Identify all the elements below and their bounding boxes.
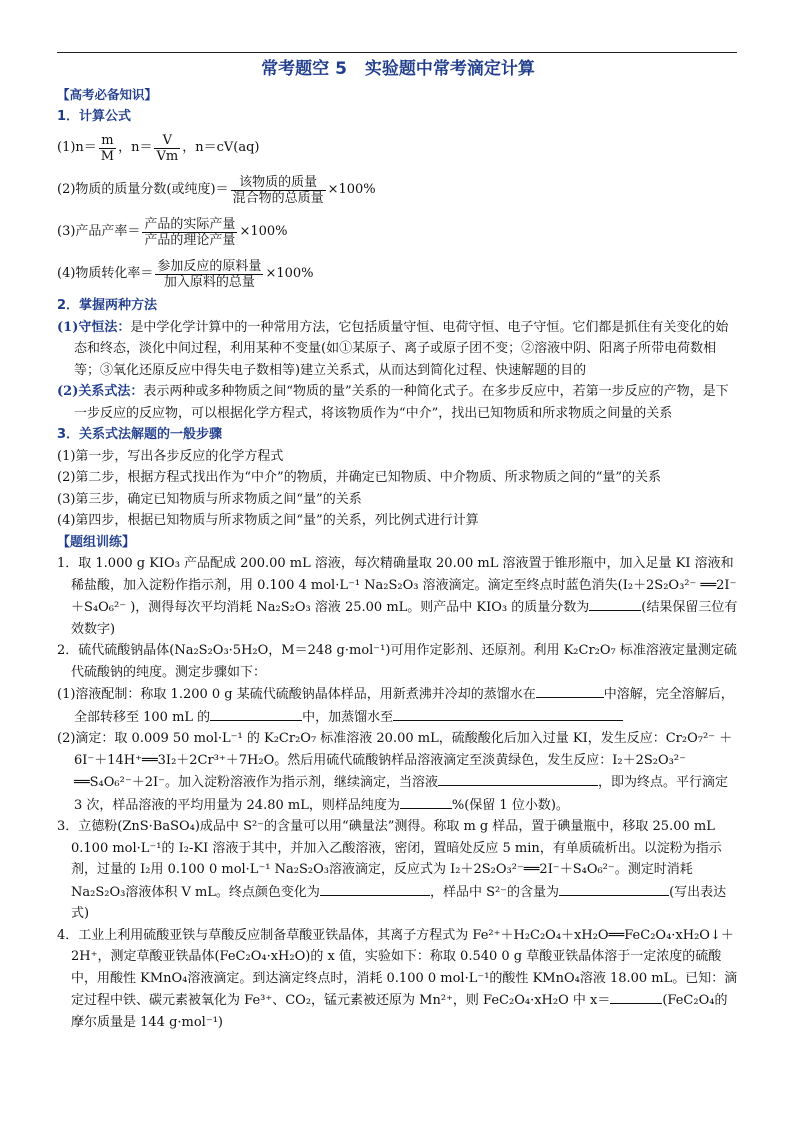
- q2-2-text-a: (2)滴定：取 0.009 50 mol·L⁻¹ 的 K₂Cr₂O₇ 标准溶液 20.00 mL，硫酸酸化后加入过量 KI，发生反应：Cr₂O₇²⁻ ＋6I⁻＋14H⁺══3I₂＋2Cr³⁺＋7H₂O。然后用硫代硫酸钠样品溶液滴定至淡黄绿色，发生反应：I₂＋2S₂O₃²⁻ ══S₄O₆²⁻＋2I⁻。加入淀粉溶液作为指示剂，继续滴定，当溶液: [57, 731, 733, 790]
- formula-2: [57, 169, 739, 211]
- answer-blank[interactable]: [589, 596, 641, 611]
- page-title: [57, 56, 739, 82]
- answer-blank[interactable]: [559, 881, 669, 896]
- formula-1-prefix: (1)n＝: [57, 140, 97, 156]
- method-conservation: [57, 317, 739, 382]
- section-3-heading: 3．关系式法解题的一般步骤: [57, 427, 223, 442]
- answer-blank[interactable]: [393, 706, 623, 721]
- question-4: [57, 925, 739, 1034]
- formula-4-suffix: ×100%: [265, 266, 314, 282]
- formula-4-prefix: (4)物质转化率＝: [57, 266, 154, 282]
- section-2-heading: 2．掌握两种方法: [57, 298, 158, 313]
- fraction-denominator: M: [100, 148, 115, 164]
- formula-1-suffix: ，n＝cV(aq): [182, 140, 260, 156]
- question-2-part-2: [57, 728, 739, 816]
- answer-blank[interactable]: [536, 683, 604, 698]
- step-1: (1)第一步，写出各步反应的化学方程式: [57, 448, 284, 464]
- answer-blank[interactable]: [320, 881, 430, 896]
- fraction-denominator: 产品的理论产量: [144, 232, 236, 248]
- step-2: (2)第二步，根据方程式找出作为“中介”的物质，并确定已知物质、中介物质、所求物质之间的“量”的关系: [57, 470, 661, 485]
- q4-text-a: 4．工业上利用硫酸亚铁与草酸反应制备草酸亚铁晶体，其离子方程式为 Fe²⁺＋H₂C₂O₄＋xH₂O══FeC₂O₄·xH₂O↓＋2H⁺，测定草酸亚铁晶体(FeC₂O₄·xH₂O)的 x 值，实验如下：称取 0.540 0 g 草酸亚铁晶体溶于一定浓度的硫酸中，用酸性 KMnO₄溶液滴定。到达滴定终点时，消耗 0.100 0 mol·L⁻¹的酸性 KMnO₄溶液 18.00 mL。已知：滴定过程中铁、碳元素被氧化为 Fe³⁺、CO₂，锰元素被还原为 Mn²⁺，则 FeC₂O₄·xH₂O 中 x＝: [57, 927, 738, 1008]
- header-rule: [57, 52, 737, 53]
- knowledge-tag: 【高考必备知识】: [57, 87, 158, 102]
- question-2: 2．硫代硫酸钠晶体(Na₂S₂O₃·5H₂O，M＝248 g·mol⁻¹)可用作定影剂、还原剂。利用 K₂Cr₂O₇ 标准溶液定量测定硫代硫酸钠的纯度。测定步骤如下：: [57, 643, 737, 680]
- answer-blank[interactable]: [210, 706, 302, 721]
- question-1-text: 1．取 1.000 g KIO₃ 产品配成 200.00 mL 溶液，每次精确量取 20.00 mL 溶液置于锥形瓶中，加入足量 KI 溶液和稀盐酸，加入淀粉作指示剂，用 0.100 4 mol·L⁻¹ Na₂S₂O₃ 溶液滴定。滴定至终点时蓝色消失(I₂＋2S₂O₃²⁻ ══2I⁻＋S₄O₆²⁻ )，测得每次平均消耗 Na₂S₂O₃ 溶液 25.00 mL。则产品中 KIO₃ 的质量分数为: [57, 556, 737, 615]
- fraction-numerator: 该物质的质量: [231, 175, 326, 191]
- formula-2-prefix: (2)物质的质量分数(或纯度)＝: [57, 182, 229, 198]
- q3-text-a: 3．立德粉(ZnS·BaSO₄)成品中 S²⁻的含量可以用“碘量法”测得。称取 m g 样品，置于碘量瓶中，移取 25.00 mL 0.100 mol·L⁻¹的 I₂-KI 溶液于其中，并加入乙酸溶液，密闭，置暗处反应 5 min，有单质硫析出。以淀粉为指示剂，过量的 I₂用 0.100 0 mol·L⁻¹ Na₂S₂O₃溶液滴定，反应式为 I₂＋2S₂O₃²⁻══2I⁻＋S₄O₆²⁻。测定时消耗 Na₂S₂O₃溶液体积 V mL。终点颜色变化为: [57, 819, 722, 900]
- exercises-heading: 【题组训练】: [57, 534, 136, 550]
- formula-2-fraction: [231, 175, 326, 206]
- fraction-numerator: 产品的实际产量: [144, 216, 236, 232]
- answer-blank[interactable]: [400, 794, 452, 809]
- answer-blank[interactable]: [438, 771, 598, 786]
- formula-3-suffix: ×100%: [239, 224, 288, 240]
- title-text: 实验题中常考滴定计算: [364, 59, 535, 79]
- formula-1: [57, 127, 739, 169]
- formula-1-fraction-b: [154, 133, 180, 164]
- method-1-text: 是中学化学计算中的一种常用方法，它包括质量守恒、电荷守恒、电子守恒。它们都是抓住有关变化的始态和终态，淡化中间过程，利用某种不变量(如①某原子、离子或原子团不变；②溶液中阴、阳离子所带电荷数相等；③氧化还原反应中得失电子数相等)建立关系式，从而达到简化过程、快速解题的目的: [74, 319, 729, 378]
- fraction-denominator: 加入原料的总量: [163, 274, 255, 290]
- step-3: (3)第三步，确定已知物质与所求物质之间“量”的关系: [57, 491, 362, 507]
- formula-3-prefix: (3)产品产率＝: [57, 224, 141, 240]
- q2-2-text-b: ，即为终点。平行滴定 3 次，样品溶液的平均用量为 24.80 mL，则样品纯度为: [74, 775, 728, 813]
- q2-1-text-c: 中，加蒸馏水至: [302, 709, 394, 725]
- method-2-text: 表示两种或多种物质之间“物质的量”关系的一种简化式子。在多步反应中，若第一步反应的产物，是下一步反应的反应物，可以根据化学方程式，将该物质作为“中介”，找出已知物质和所求物质之间量的关系: [74, 384, 729, 421]
- formula-1-sep: ，n＝: [118, 140, 153, 156]
- section-1-heading: 1．计算公式: [57, 108, 132, 124]
- fraction-numerator: V: [154, 133, 180, 149]
- fraction-numerator: m: [99, 133, 116, 149]
- q2-2-text-c: %(保留 1 位小数)。: [451, 797, 569, 813]
- fraction-denominator: 混合物的总质量: [232, 190, 324, 206]
- method-relation: [57, 381, 739, 424]
- fraction-numerator: 参加反应的原料量: [157, 258, 262, 274]
- q3-text-b: ，样品中 S²⁻的含量为: [429, 884, 560, 900]
- answer-blank[interactable]: [610, 989, 662, 1004]
- fraction-denominator: Vm: [156, 148, 179, 164]
- method-1-label: (1)守恒法：: [57, 319, 131, 335]
- q3-text-c: (写出表达式): [71, 884, 727, 921]
- method-2-label: (2)关系式法：: [57, 384, 144, 399]
- q4-text-b: (FeC₂O₄的摩尔质量是 144 g·mol⁻¹): [71, 993, 728, 1030]
- q2-1-text-b: 中溶解，完全溶解后，全部转移至 100 mL 的: [74, 687, 734, 725]
- question-1: [57, 553, 739, 640]
- title-number: 常考题空 5: [261, 59, 347, 79]
- formula-4: [57, 253, 739, 295]
- step-4: (4)第四步，根据已知物质与所求物质之间“量”的关系，列比例式进行计算: [57, 513, 479, 528]
- q2-1-text-a: (1)溶液配制：称取 1.200 0 g 某硫代硫酸钠晶体样品，用新煮沸并冷却的蒸馏水在: [57, 687, 536, 702]
- question-2-part-1: [57, 683, 739, 728]
- question-3: [57, 816, 739, 925]
- formula-4-fraction: [155, 259, 263, 290]
- formula-3: [57, 211, 739, 253]
- question-1-note: (结果保留三位有效数字): [71, 600, 738, 637]
- formula-1-fraction-a: [99, 133, 116, 164]
- formula-3-fraction: [142, 217, 237, 248]
- document-page: [57, 56, 739, 1033]
- formula-2-suffix: ×100%: [327, 182, 376, 198]
